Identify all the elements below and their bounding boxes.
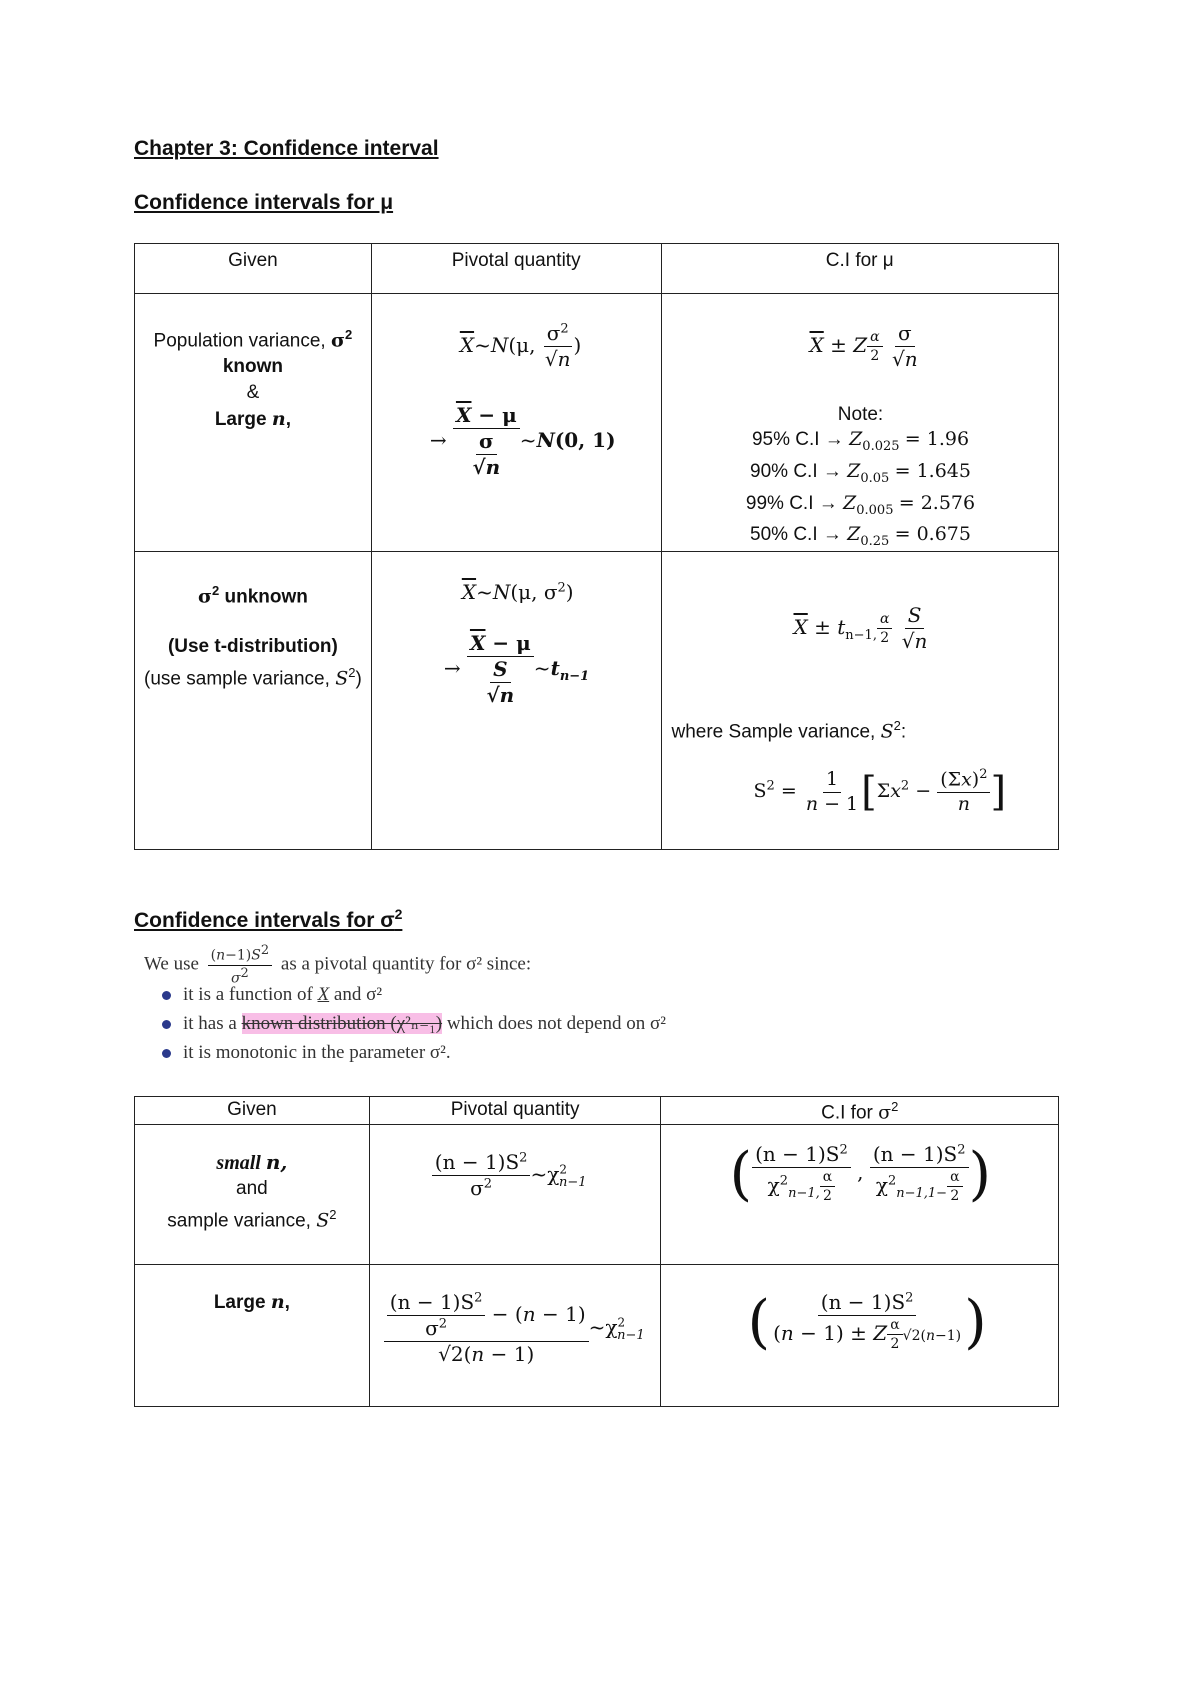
note-99: 99% $C.I \to Z_{0.005} = 2.576$ (745, 491, 976, 518)
note-95: 95% $C.I \to Z_{0.025} = 1.96$ (751, 428, 970, 454)
header-pivotal: Pivotal quantity (371, 244, 661, 294)
ci-sigma2-table (134, 1096, 1059, 1407)
section-title-mu: Confidence intervals for μ (134, 191, 394, 214)
standardized-t: → $\frac{\overline{X} - \mu}{\frac{S}{√n}}$ $\sim t_{n-1}$ (443, 631, 590, 707)
ci-mu-table (134, 243, 1059, 850)
xbar-normal-dist-unknown: $\overline{X}\sim N(\mu$, $\sigma^2$) (461, 580, 574, 604)
reasons-list (162, 980, 666, 1067)
ci-formula-z: $\overline{X} \pm Z$ $\frac{\alpha}{2}$ $\frac{\sigma}{√n}$ (809, 321, 918, 371)
given-unknown: unknown (219, 586, 308, 608)
note-90: 90% $C.I \to Z_{0.05} = 1.645$ (750, 459, 971, 486)
row2-ci (661, 552, 1059, 850)
given-amp: & (246, 382, 260, 404)
sigma-symbol: σ (331, 329, 346, 352)
ci-formula-t: $\overline{X} \pm t_{n-1,}$ $\frac{\alpha}{2}$ $\frac{S}{√n}$ (793, 603, 928, 653)
header2-given: Given (135, 1097, 370, 1125)
row2-1-given: small n, and sample variance, $S^2$ (135, 1125, 370, 1265)
note-50: 50% $C.I \to Z_{0.25} = 0.675$ (750, 523, 971, 550)
reason-function: it is a function of X and σ² (162, 980, 666, 1009)
row2-1-ci (661, 1125, 1059, 1265)
reason-monotonic: it is monotonic in the parameter σ². (162, 1038, 666, 1067)
section-title-sigma2: Confidence intervals for $\sigma^2$ (134, 906, 403, 932)
header-given: Given (135, 244, 372, 294)
row1-pivotal (371, 294, 661, 552)
note-block (662, 402, 1060, 554)
where-sample-variance: where Sample variance, $S^2$: (671, 718, 907, 743)
row2-2-given: Large n, (135, 1265, 370, 1407)
reason-known-dist: it has a known distribution (χ²ₙ₋₁) which does not depend on σ² (162, 1009, 666, 1038)
row1-ci (661, 294, 1059, 552)
given-and: and (236, 1178, 268, 1200)
given-use-t: (Use t-distribution) (167, 636, 338, 658)
standardized-z: → $\frac{\overline{X} - \mu}{\frac{\sigma}{√n}}$ ~N(0, 1) (429, 403, 616, 479)
given-large-n: Large (213, 1292, 271, 1314)
ci-sigma2-large: ( $(n - 1)S^2$ (n − 1) ± Z $\frac{\alpha}{2}$ √2(n−1) ) (747, 1287, 987, 1356)
row2-2-pivotal (369, 1265, 661, 1407)
given-known: known (222, 356, 283, 378)
given-large: Large (214, 409, 272, 431)
xbar-normal-dist: $\overline{X}\sim N(\mu$, $\frac{\sigma^2}{√n}$ ) (459, 321, 582, 371)
header-ci: C.I for μ (661, 244, 1059, 294)
sample-variance-formula: $S^2$ = $\frac{1}{n - 1}$ [$\Sigma x^2$ − $\frac{(\Sigma x)^2}{n}$ ] (753, 767, 1007, 816)
chapter-title: Chapter 3: Confidence interval (134, 137, 439, 160)
header2-pivotal: Pivotal quantity (369, 1097, 661, 1125)
row2-pivotal (371, 552, 661, 850)
given-sample-var: sample variance, (167, 1210, 317, 1232)
intro-text: We use $\frac{(n-1)S^2}{\sigma^2}$ as a pivotal quantity for σ² since: (144, 943, 532, 987)
given-sample-variance: (use sample variance, (144, 668, 336, 690)
large-n-pivotal: $\frac{(n - 1)S^2}{\sigma^2}$ − (n − 1) √2(n − 1) $\sim\chi^2_{n-1}$ (384, 1291, 645, 1366)
row1-given: Population variance, $\sigma^2$ known & Large n, (135, 294, 372, 552)
row2-given: $\sigma^2$ unknown (Use t-distribution) (use sample variance, $S^2$) (135, 552, 372, 850)
row2-2-ci (661, 1265, 1059, 1407)
given-n: n (271, 408, 286, 431)
given-pop-variance: Population variance, (153, 330, 331, 352)
ci-sigma2-small: ( $(n - 1)S^2$ $\chi^2_{n-1,}$ $\frac{\alpha}{2}$ , $(n - 1)S^2$ $\chi^2_{n-1,1-}$ $\frac{\alpha}{2}$ ) (729, 1139, 992, 1208)
header2-ci: C.I for $\sigma^2$ (661, 1097, 1059, 1125)
chi2-pivotal: $\frac{(n - 1)S^2}{\sigma^2}$ $\sim\chi^2_{n-1}$ (432, 1151, 587, 1200)
row2-1-pivotal (369, 1125, 661, 1265)
note-label: Note: (837, 404, 884, 425)
